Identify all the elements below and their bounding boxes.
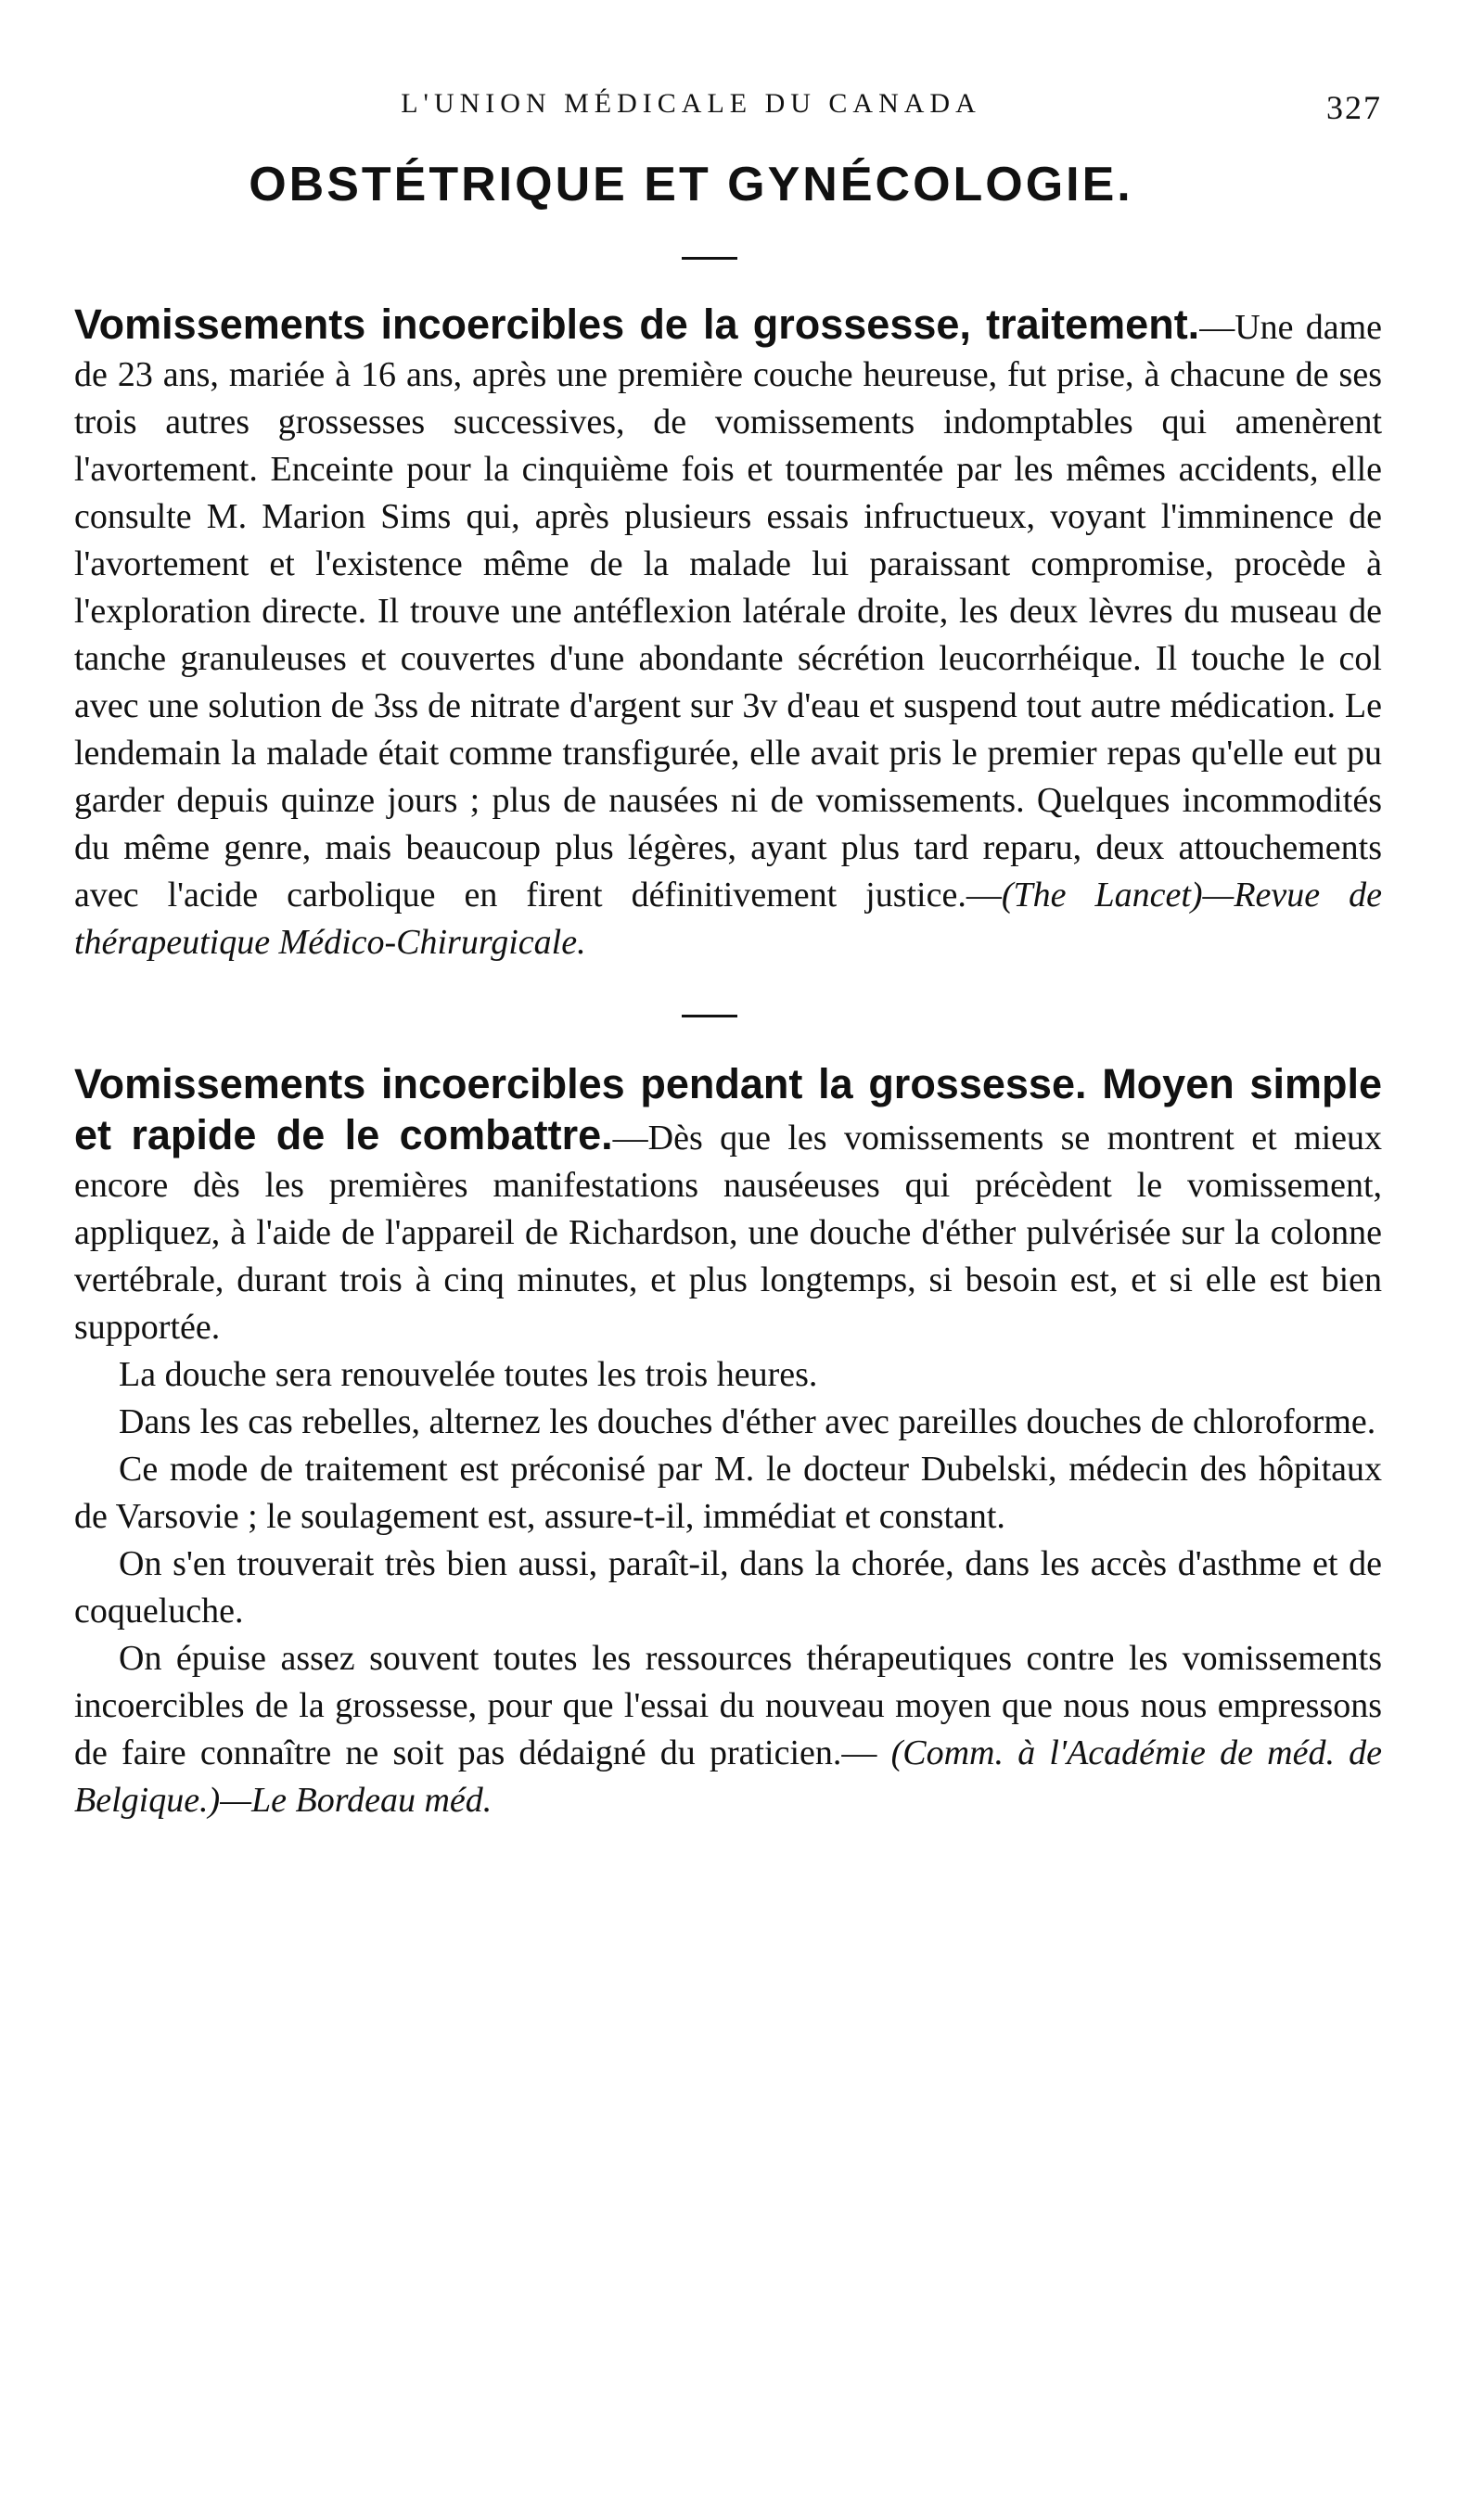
article-2-paragraph-1	[74, 1060, 1382, 1351]
running-title: L'UNION MÉDICALE DU CANADA	[401, 88, 981, 119]
article-2-paragraph-3: Dans les cas rebelles, alternez les douches d'éther avec pareilles douches de chloroforme.	[119, 1402, 1376, 1441]
article-1	[74, 301, 1382, 966]
page-number: 327	[1326, 89, 1382, 126]
article-2-paragraph-6	[74, 1635, 1382, 1824]
article-2-paragraph-6-text: On épuise assez souvent toutes les ressources thérapeutiques contre les vomissements incoercibles de la grossesse, pour que l'essai du nouveau moyen que nous nous empressons de faire connaître ne soit pas dédaigné du praticien.—	[74, 1639, 1382, 1772]
page	[74, 88, 1382, 1824]
article-2-heading: Vomissements incoercibles pendant la grossesse. Moyen simple et rapide de le combattre.	[74, 1060, 1382, 1158]
article-1-paragraph	[74, 301, 1382, 966]
article-2	[74, 1060, 1382, 1824]
article-1-body: —Une dame de 23 ans, mariée à 16 ans, après une première couche heureuse, fut prise, à chacune de ses trois autres grossesses successives, de vomissements indomptables qui amenèrent l'avortement. Enceinte pour la cinquième fois et tourmentée par les mêmes accidents, elle consulte M. Marion Sims qui, après plusieurs essais infructueux, voyant l'imminence de l'avortement et l'existence même de la malade lui paraissant compromise, procède à l'exploration directe. Il trouve une antéflexion latérale droite, les deux lèvres du museau de tanche granuleuses et couvertes d'une abondante sécrétion leucorrhéique. Il touche le col avec une solution de 3ss de nitrate d'argent sur 3v d'eau et suspend tout autre médication. Le lendemain la malade était comme transfigurée, elle avait pris le premier repas qu'elle eut pu garder depuis quinze jours ; plus de nausées ni de vomissements. Quelques incommodités du même genre, mais beaucoup plus légères, ayant plus tard reparu, deux attouchements avec l'acide carbolique en firent définitivement justice.—	[74, 308, 1382, 915]
section-title: OBSTÉTRIQUE ET GYNÉCOLOGIE.	[249, 158, 1133, 211]
divider-rule	[682, 1015, 737, 1017]
divider-rule	[682, 257, 737, 260]
article-2-source: (Comm. à l'Académie de méd. de Belgique.)—Le Bordeau méd.	[74, 1733, 1383, 1820]
running-header	[74, 88, 1382, 144]
article-1-heading: Vomissements incoercibles de la grossesse, traitement.	[74, 301, 1200, 348]
article-2-paragraph-5: On s'en trouverait très bien aussi, paraît-il, dans la chorée, dans les accès d'asthme et de coqueluche.	[74, 1544, 1382, 1631]
article-1-source: (The Lancet)—Revue de thérapeutique Médico-Chirurgicale.	[74, 876, 1382, 962]
article-2-paragraph-2: La douche sera renouvelée toutes les trois heures.	[119, 1355, 818, 1394]
article-2-body: —Dès que les vomissements se montrent et mieux encore dès les premières manifestations nauséeuses qui précèdent le vomissement, appliquez, à l'aide de l'appareil de Richardson, une douche d'éther pulvérisée sur la colonne vertébrale, durant trois à cinq minutes, et plus longtemps, si besoin est, et si elle est bien supportée.	[74, 1119, 1382, 1347]
article-2-paragraph-4: Ce mode de traitement est préconisé par M. le docteur Dubelski, médecin des hôpitaux de Varsovie ; le soulagement est, assure-t-il, immédiat et constant.	[74, 1450, 1382, 1536]
